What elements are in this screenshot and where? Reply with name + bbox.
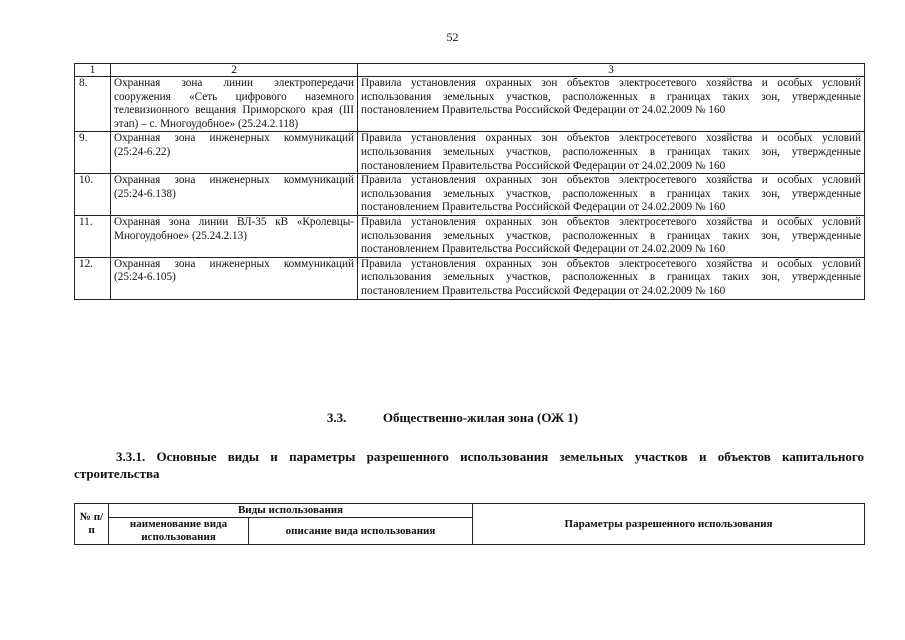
subsection-title: Основные виды и параметры разрешенного использования земельных участков и объектов капитального строительства: [74, 449, 865, 481]
zone-rules: Правила установления охранных зон объектов электросетевого хозяйства и особых условий использования земельных участков, расположенных в границах таких зон, утвержденные постановлением Правительства Российской Федерации от 24.02.2009 № 160: [358, 77, 865, 132]
row-number: 12.: [75, 257, 111, 299]
section-number: 3.3.: [326, 410, 347, 425]
table-row: [75, 215, 865, 257]
zone-name: Охранная зона линии ВЛ-35 кВ «Кролевцы-Многоудобное» (25.24.2.13): [111, 215, 358, 257]
zone-name: Охранная зона инженерных коммуникаций (25:24-6.105): [111, 257, 358, 299]
params-header: Параметры разрешенного использования: [473, 504, 865, 545]
col-number-header: № п/п: [75, 504, 109, 545]
protection-zones-table: [74, 63, 865, 300]
subsection-heading: [74, 448, 864, 482]
usage-name-header: наименование вида использования: [109, 518, 249, 545]
header-col-2: 2: [111, 64, 358, 77]
section-title: Общественно-жилая зона (ОЖ 1): [382, 410, 579, 425]
zone-name: Охранная зона инженерных коммуникаций (25:24-6.138): [111, 174, 358, 216]
usage-types-table: [74, 503, 865, 545]
row-number: 8.: [75, 77, 111, 132]
row-number: 10.: [75, 174, 111, 216]
table-row: [75, 174, 865, 216]
table-row: [75, 132, 865, 174]
header-col-1: 1: [75, 64, 111, 77]
header-col-3: 3: [358, 64, 865, 77]
zone-name: Охранная зона инженерных коммуникаций (25:24-6.22): [111, 132, 358, 174]
table-header-row: [75, 64, 865, 77]
zone-rules: Правила установления охранных зон объектов электросетевого хозяйства и особых условий использования земельных участков, расположенных в границах таких зон, утвержденные постановлением Правительства Российской Федерации от 24.02.2009 № 160: [358, 174, 865, 216]
table-header-row: [75, 504, 865, 518]
page-number: 52: [446, 30, 459, 44]
subsection-number: 3.3.1.: [116, 449, 146, 464]
zone-name: Охранная зона линии электропередачи сооружения «Сеть цифрового наземного телевизионного вещания Приморского края (III этап) – с. Многоудобное» (25.24.2.118): [111, 77, 358, 132]
zone-rules: Правила установления охранных зон объектов электросетевого хозяйства и особых условий использования земельных участков, расположенных в границах таких зон, утвержденные постановлением Правительства Российской Федерации от 24.02.2009 № 160: [358, 132, 865, 174]
table-row: [75, 257, 865, 299]
zone-rules: Правила установления охранных зон объектов электросетевого хозяйства и особых условий использования земельных участков, расположенных в границах таких зон, утвержденные постановлением Правительства Российской Федерации от 24.02.2009 № 160: [358, 215, 865, 257]
table-row: [75, 77, 865, 132]
zone-rules: Правила установления охранных зон объектов электросетевого хозяйства и особых условий использования земельных участков, расположенных в границах таких зон, утвержденные постановлением Правительства Российской Федерации от 24.02.2009 № 160: [358, 257, 865, 299]
section-heading: [0, 410, 905, 426]
usage-description-header: описание вида использования: [249, 518, 473, 545]
row-number: 11.: [75, 215, 111, 257]
row-number: 9.: [75, 132, 111, 174]
usage-types-group-header: Виды использования: [109, 504, 473, 518]
